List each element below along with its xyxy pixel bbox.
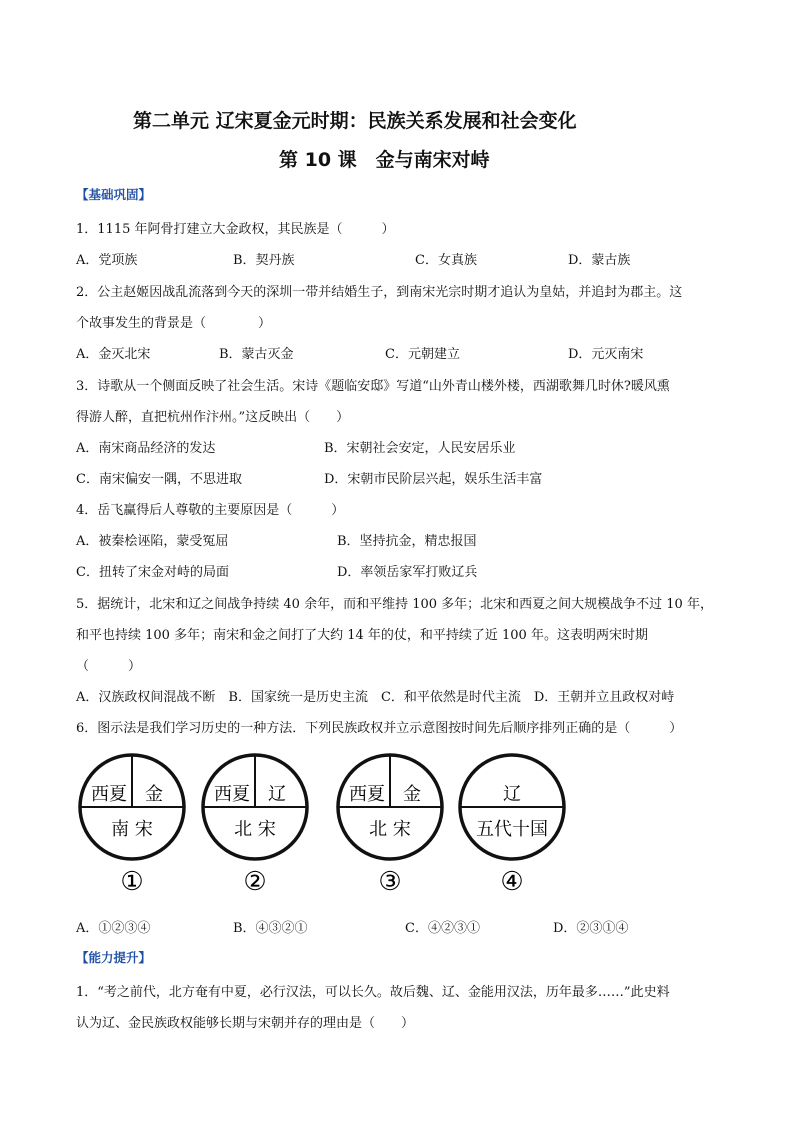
q4-option-b: B．坚持抗金，精忠报国 [337,534,477,549]
q1-option-c: C．女真族 [415,253,477,268]
diagram-2-top-left: 西夏 [214,784,250,805]
q6-option-a: A．①②③④ [76,921,151,936]
q6-diagram-3 [338,755,442,897]
q2-option-b: B．蒙古灭金 [219,347,294,362]
q6-diagram-1 [80,755,184,897]
q4-option-a: A．被秦桧诬陷，蒙受冤屈 [76,534,229,549]
diagram-1-bottom: 南 宋 [111,819,153,840]
q5-stem-line1: 5．据统计，北宋和辽之间战争持续 40 余年，而和平维持 100 多年；北宋和西夏之间大规模战争不过 10 年， [76,597,713,612]
diagram-1-number: ① [120,867,144,897]
unit-title: 第二单元 辽宋夏金元时期：民族关系发展和社会变化 [133,110,577,132]
diagram-3-number: ③ [378,867,402,897]
q1-option-b: B．契丹族 [233,253,295,268]
q1-option-a: A．党项族 [76,253,138,268]
diagram-2-bottom: 北 宋 [234,819,276,840]
q4-option-d: D．率领岳家军打败辽兵 [337,565,478,580]
q5-stem-line2: 和平也持续 100 多年；南宋和金之间打了大约 14 年的仗，和平持续了近 100 年。这表明两宋时期 [76,628,648,643]
q2-option-a: A．金灭北宋 [76,347,151,362]
q6-option-d: D．②③①④ [553,921,629,936]
section-basic: 【基础巩固】 [76,187,152,202]
q6-option-c: C．④②③① [405,921,480,936]
q1-stem: 1．1115 年阿骨打建立大金政权，其民族是（ ） [76,222,395,237]
diagram-2-number: ② [243,867,267,897]
diagram-1-top-left: 西夏 [91,784,127,805]
q2-option-c: C．元朝建立 [385,347,460,362]
q3-stem-line2: 得游人醉，直把杭州作汴州。”这反映出（ ） [76,410,350,425]
q3-option-c: C．南宋偏安一隅，不思进取 [76,472,242,487]
adv-q1-stem-line1: 1．“考之前代，北方奄有中夏，必行汉法，可以长久。故后魏、辽、金能用汉法，历年最多……”此史料 [76,985,670,1000]
diagram-4-number: ④ [500,867,524,897]
q5-options: A．汉族政权间混战不断 B．国家统一是历史主流 C．和平依然是时代主流 D．王朝并立且政权对峙 [76,690,675,705]
diagram-3-top-left: 西夏 [349,784,385,805]
q6-diagrams [70,745,590,910]
q3-option-a: A．南宋商品经济的发达 [76,441,216,456]
q2-stem-line2: 个故事发生的背景是（ ） [76,316,272,331]
q6-diagram-2 [203,755,307,897]
q1-option-d: D．蒙古族 [568,253,631,268]
diagram-4-bottom: 五代十国 [476,819,548,840]
diagram-3-top-right: 金 [403,784,421,805]
q2-option-d: D．元灭南宋 [568,347,644,362]
q5-stem-line3: （ ） [76,659,142,674]
q3-stem-line1: 3．诗歌从一个侧面反映了社会生活。宋诗《题临安邸》写道“山外青山楼外楼，西湖歌舞几时休?暖风熏 [76,379,670,394]
diagram-3-bottom: 北 宋 [369,819,411,840]
adv-q1-stem-line2: 认为辽、金民族政权能够长期与宋朝并存的理由是（ ） [76,1016,415,1031]
q6-stem: 6．图示法是我们学习历史的一种方法．下列民族政权并立示意图按时间先后顺序排列正确的是（ ） [76,721,683,736]
diagram-1-top-right: 金 [145,784,163,805]
q6-diagram-4 [460,755,564,897]
q6-option-b: B．④③②① [233,921,308,936]
q4-option-c: C．扭转了宋金对峙的局面 [76,565,229,580]
q3-option-b: B．宋朝社会安定，人民安居乐业 [324,441,516,456]
q3-option-d: D．宋朝市民阶层兴起，娱乐生活丰富 [324,472,543,487]
diagram-4-top: 辽 [503,784,521,805]
q2-stem-line1: 2．公主赵姬因战乱流落到今天的深圳一带并结婚生子，到南宋光宗时期才追认为皇姑，并追封为郡主。这 [76,285,683,300]
lesson-title: 第 10 课 金与南宋对峙 [279,149,490,171]
diagram-2-top-right: 辽 [268,784,286,805]
section-advanced: 【能力提升】 [76,950,152,965]
q4-stem: 4．岳飞赢得后人尊敬的主要原因是（ ） [76,503,345,518]
